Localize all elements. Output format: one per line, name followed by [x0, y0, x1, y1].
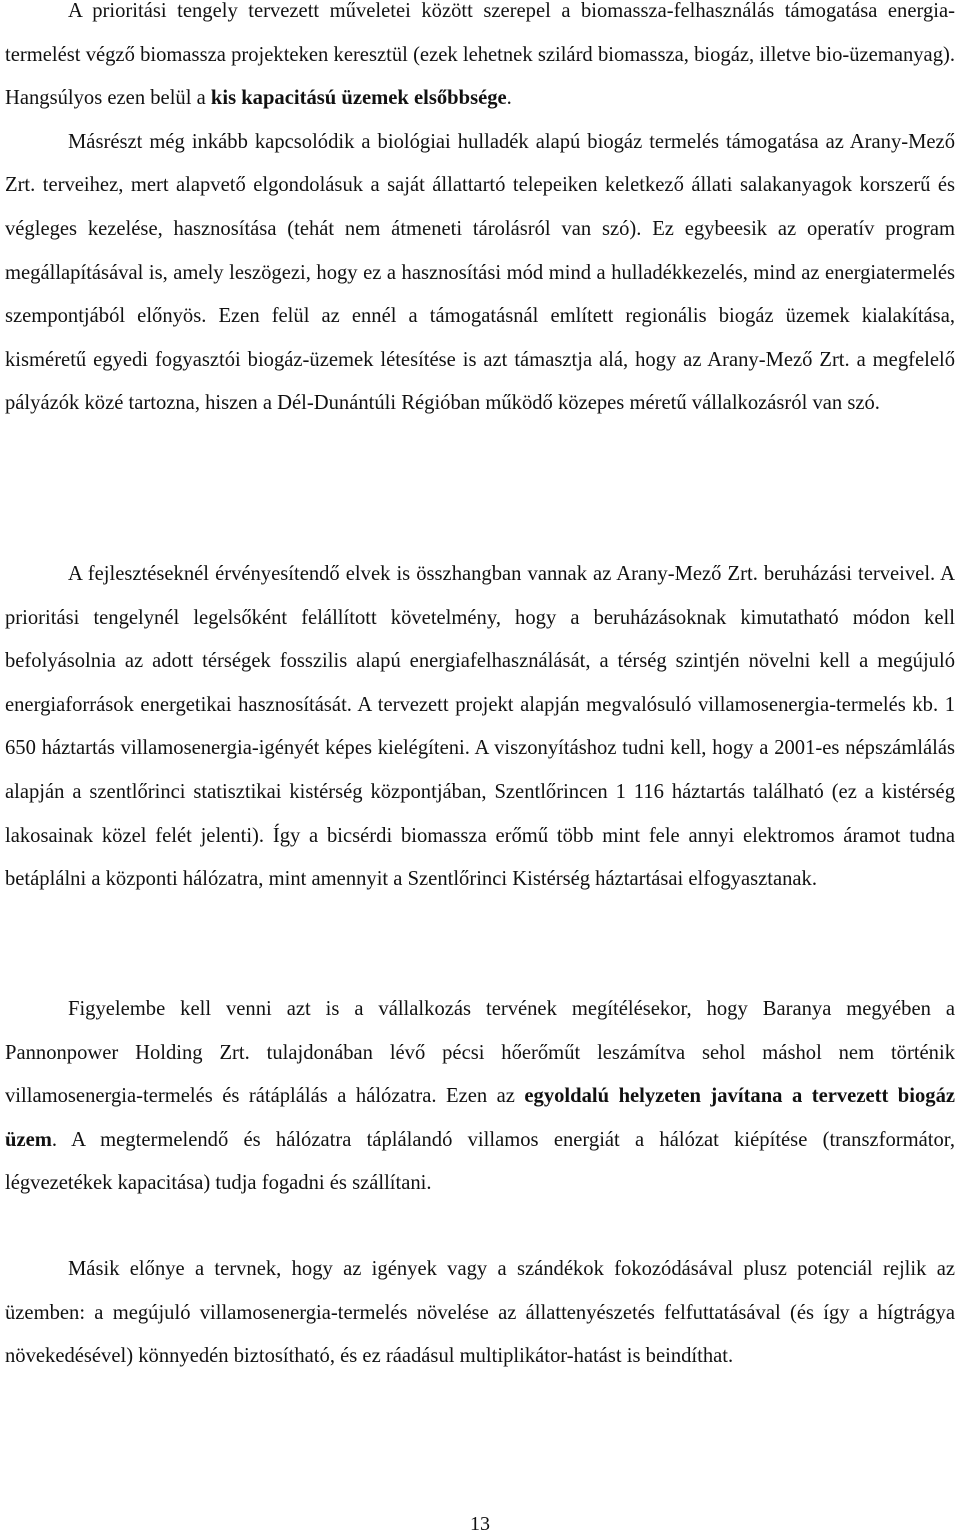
paragraph-baranya: [5, 988, 955, 1206]
page-number: 13: [470, 1513, 490, 1535]
paragraph-potential: [5, 1248, 955, 1379]
paragraph-text: .: [506, 87, 512, 110]
paragraph-text: A fejlesztéseknél érvényesítendő elvek is összhangban vannak az Arany-Mező Zrt. beruházási terveivel. A prioritási tengelynél legelsőként felállított követelmény, hogy a beruházásoknak kimutatható módon kell befolyásolnia az adott térségek fosszilis alapú energiafelhasználását, a térség szintjén növelni kell a megújuló energiaforrások energetikai hasznosítását. A tervezett projekt alapján megvalósuló villamosenergia-termelés kb. 1 650 háztartás villamosenergia-igényét képes kielégíteni. A viszonyításhoz tudni kell, hogy a 2001-es népszámlálás alapján a szentlőrinci statisztikai kistérség központjában, Szentlőrincen 1 116 háztartás található (ez a kistérség lakosainak közel felét jelenti). Így a bicsérdi biomassza erőmű több mint fele annyi elektromos áramot tudna betáplálni a központi hálózatra, mint amennyit a Szentlőrinci Kistérség háztartásai elfogyasztanak.: [5, 563, 955, 891]
paragraph-text: Másik előnye a tervnek, hogy az igények vagy a szándékok fokozódásával plusz potenciál rejlik az üzemben: a megújuló villamosenergia-termelés növelése az állattenyészetés felfuttatásával (és így a hígtrágya növekedésével) könnyedén biztosítható, és ez ráadásul multiplikátor-hatást is beindíthat.: [5, 1258, 955, 1368]
paragraph-text: . A megtermelendő és hálózatra táplálandó villamos energiát a hálózat kiépítése (transzformátor, légvezetékek kapacitása) tudja fogadni és szállítani.: [5, 1128, 955, 1195]
emphasis-text: kis kapacitású üzemek elsőbbsége: [210, 87, 507, 110]
paragraph-text: Másrészt még inkább kapcsolódik a biológiai hulladék alapú biogáz termelés támogatása az Arany-Mező Zrt. terveihez, mert alapvető elgondolásuk a saját állattartó telepeiken keletkező állati salakanyagok korszerű és végleges kezelése, hasznosítása (tehát nem átmeneti tárolásról van szó). Ez egybeesik az operatív program megállapításával is, amely leszögezi, hogy ez a hasznosítási mód mind a hulladékkezelés, mind az energiatermelés szempontjából előnyös. Ezen felül az ennél a támogatásnál említett regionális biogáz üzemek kialakítása, kisméretű egyedi fogyasztói biogáz-üzemek létesítése is azt támasztja alá, hogy az Arany-Mező Zrt. a megfelelő pályázók közé tartozna, hiszen a Dél-Dunántúli Régióban működő közepes méretű vállalkozásról van szó.: [5, 130, 955, 415]
paragraph-text: A prioritási tengely tervezett műveletei között szerepel a biomassza-felhasználás támogatása energia-termelést végző biomassza projekteken keresztül (ezek lehetnek szilárd biomassza, biogáz, illetve bio-üzemanyag). Hangsúlyos ezen belül a: [5, 0, 955, 110]
paragraph-text: Figyelembe kell venni azt is a vállalkozás tervének megítélésekor, hogy Baranya megyében a Pannonpower Holding Zrt. tulajdonában lévő pécsi hőerőműt leszámítva sehol máshol nem történik villamosenergia-termelés és rátáplálás a hálózatra. Ezen az: [5, 998, 955, 1108]
emphasis-text: egyoldalú helyzeten javítana a tervezett biogáz üzem: [5, 1085, 956, 1151]
document-page: [5, 0, 955, 1537]
paragraph-biomass-priority: [5, 0, 955, 426]
paragraph-principles: [5, 553, 955, 902]
